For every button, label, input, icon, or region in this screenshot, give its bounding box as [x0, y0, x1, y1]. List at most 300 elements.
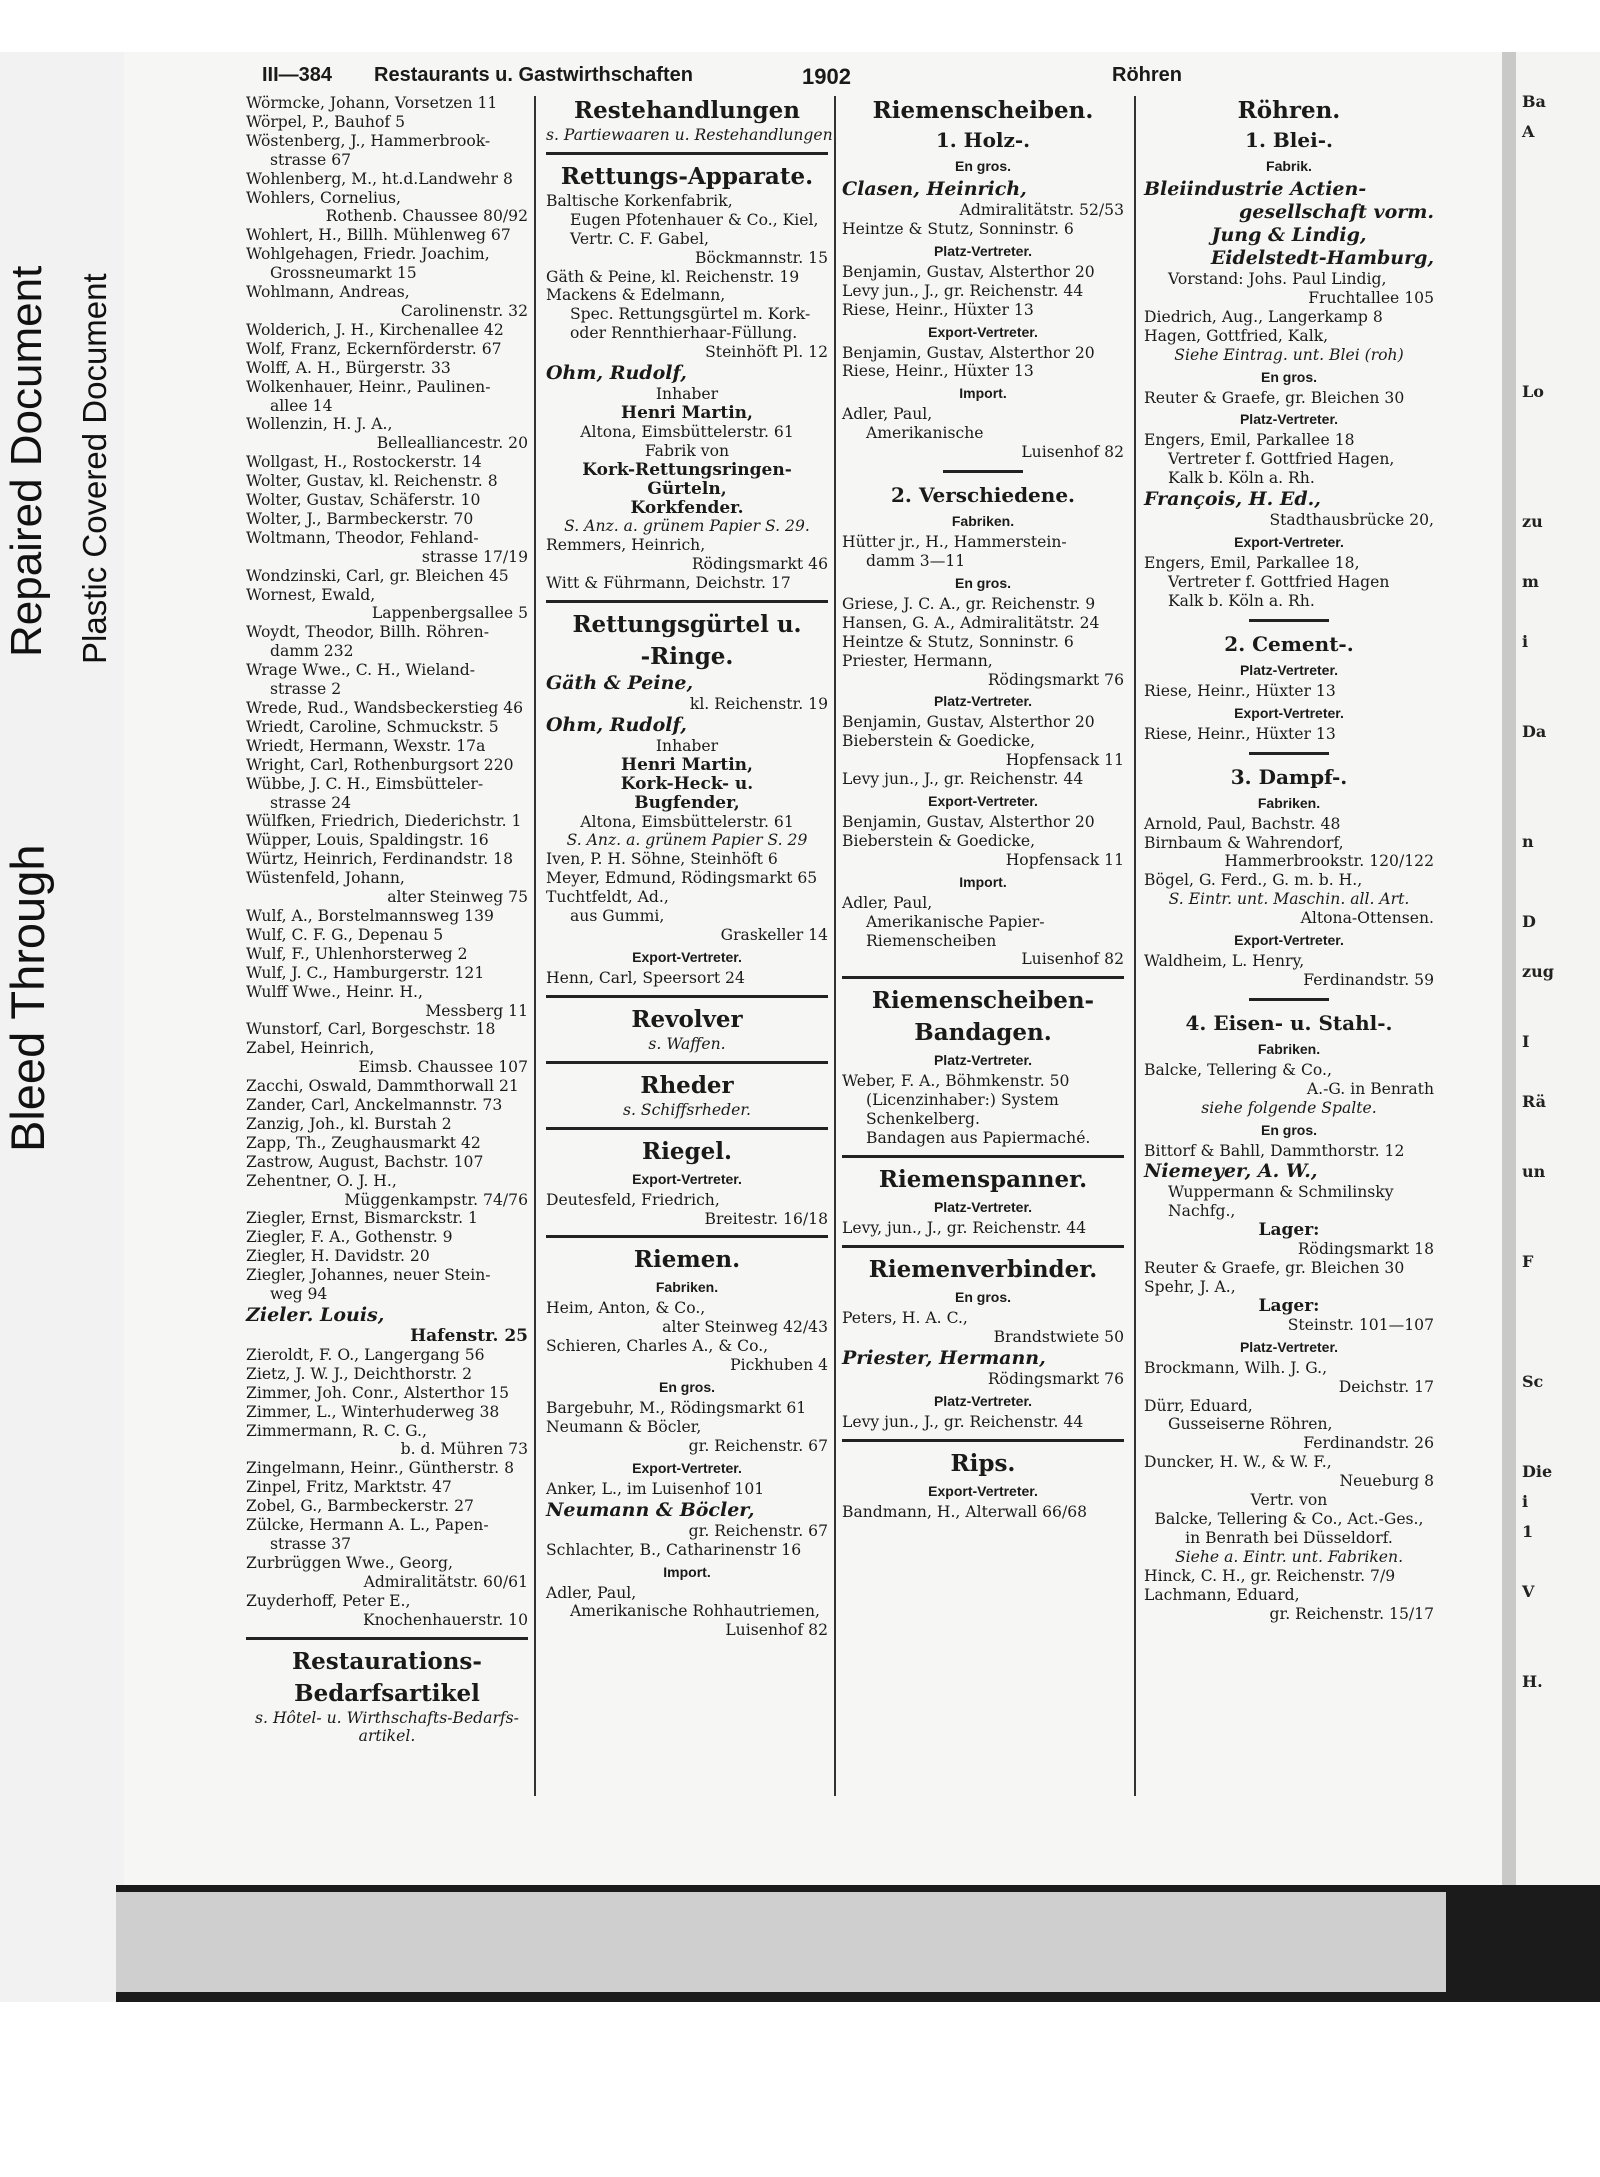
directory-entry: Wolff, A. H., Bürgerstr. 33: [246, 358, 451, 377]
directory-entry: Hütter jr., H., Hammerstein-: [842, 533, 1067, 552]
role-label: Fabriken.: [1257, 1040, 1321, 1057]
directory-entry: Bugfender,: [634, 792, 740, 813]
directory-entry: Eugen Pfotenhauer & Co., Kiel,: [570, 210, 819, 229]
directory-entry: Bögel, G. Ferd., G. m. b. H.,: [1144, 871, 1363, 890]
directory-entry: Gäth & Peine,: [546, 672, 694, 695]
directory-entry: Anker, L., im Luisenhof 101: [546, 1479, 765, 1498]
directory-entry: Vertr. von: [1250, 1491, 1328, 1510]
role-label: Fabrik.: [1266, 158, 1312, 174]
divider: [842, 1439, 1124, 1442]
directory-entry: Arnold, Paul, Bachstr. 48: [1144, 814, 1341, 833]
subcategory-heading: 3. Dampf-.: [1230, 764, 1348, 789]
directory-entry: Reuter & Graefe, gr. Bleichen 30: [1144, 1259, 1405, 1278]
directory-entry: Inhaber: [655, 736, 719, 755]
directory-entry: allee 14: [270, 396, 333, 415]
directory-entry: Levy, jun., J., gr. Reichenstr. 44: [842, 1219, 1087, 1237]
adjacent-page-text: Rä: [1522, 1092, 1547, 1111]
role-label: Export-Vertreter.: [632, 1459, 742, 1476]
directory-entry: Schenkelberg.: [866, 1110, 980, 1129]
directory-entry: Rödingsmarkt 76: [987, 670, 1124, 689]
directory-entry: Vertreter f. Gottfried Hagen,: [1168, 450, 1395, 469]
directory-entry: Wriedt, Caroline, Schmuckstr. 5: [246, 717, 499, 736]
directory-entry: Bandagen aus Papiermaché.: [866, 1129, 1091, 1148]
directory-entry: Fabrik von: [644, 441, 730, 460]
directory-entry: Zimmermann, R. C. G.,: [246, 1421, 427, 1440]
role-label: Platz-Vertreter.: [933, 242, 1033, 259]
directory-entry: Zimmer, L., Winterhuderweg 38: [246, 1402, 500, 1421]
directory-entry: Gürteln,: [647, 478, 727, 499]
cross-reference: S. Eintr. unt. Maschin. all. Art.: [1168, 890, 1410, 909]
directory-entry: Engers, Emil, Parkallee 18,: [1144, 554, 1360, 573]
directory-entry: Stadthausbrücke 20,: [1269, 511, 1434, 530]
directory-entry: Iven, P. H. Söhne, Steinhöft 6: [546, 850, 778, 869]
directory-entry: Steinstr. 101—107: [1287, 1315, 1434, 1334]
directory-entry: Reuter & Graefe, gr. Bleichen 30: [1144, 388, 1405, 407]
directory-entry: Fruchtallee 105: [1308, 288, 1434, 307]
directory-entry: Knochenhauerstr. 10: [363, 1610, 528, 1629]
directory-entry: Balcke, Tellering & Co.,: [1144, 1060, 1332, 1079]
directory-entry: Adler, Paul,: [546, 1583, 637, 1602]
directory-entry: Niemeyer, A. W.,: [1144, 1160, 1318, 1183]
directory-entry: Wollenzin, H. J. A.,: [246, 415, 393, 434]
directory-entry: Wohlenberg, M., ht.d.Landwehr 8: [246, 169, 513, 188]
directory-entry: Benjamin, Gustav, Alsterthor 20: [842, 343, 1095, 362]
directory-entry: Steinhöft Pl. 12: [705, 343, 828, 362]
role-label: Export-Vertreter.: [928, 793, 1038, 810]
directory-entry: Heim, Anton, & Co.,: [546, 1299, 706, 1318]
directory-entry: Hopfensack 11: [1005, 751, 1124, 770]
directory-entry: Riemenscheiben: [866, 931, 997, 950]
directory-entry: Wollgast, H., Rostockerstr. 14: [246, 453, 482, 472]
directory-entry: Wolkenhauer, Heinr., Paulinen-: [246, 377, 491, 396]
directory-entry: Rödingsmarkt 18: [1297, 1240, 1434, 1259]
section-title: Restaurants u. Gastwirthschaften: [374, 64, 693, 86]
column-4: [1144, 94, 1434, 1623]
cross-reference: S. Anz. a. grünem Papier S. 29.: [564, 517, 810, 536]
adjacent-page-text: V: [1522, 1582, 1535, 1601]
directory-entry: Zapp, Th., Zeughausmarkt 42: [246, 1133, 481, 1152]
category-heading: Riemenverbinder.: [868, 1255, 1098, 1283]
directory-entry: Wüpper, Louis, Spaldingstr. 16: [246, 831, 489, 850]
adjacent-page-fragment: [1516, 52, 1600, 1885]
adjacent-page-text: un: [1522, 1162, 1546, 1181]
directory-entry: Wrage Wwe., C. H., Wieland-: [246, 661, 476, 680]
category-heading: Riemenspanner.: [878, 1166, 1088, 1193]
directory-entry: Heintze & Stutz, Sonninstr. 6: [842, 219, 1074, 238]
directory-entry: Henn, Carl, Speersort 24: [546, 968, 745, 987]
directory-entry: Lappenbergsallee 5: [371, 604, 528, 623]
directory-entry: Zietz, J. W. J., Deichthorstr. 2: [246, 1364, 473, 1383]
column-1: [246, 94, 528, 1746]
category-heading: Bandagen.: [914, 1019, 1052, 1047]
directory-entry: Neueburg 8: [1339, 1472, 1434, 1491]
directory-entry: Remmers, Heinrich,: [546, 536, 706, 555]
directory-entry: Ziegler, Ernst, Bismarckstr. 1: [246, 1209, 478, 1228]
directory-entry: in Benrath bei Düsseldorf.: [1185, 1528, 1393, 1547]
directory-entry: Ohm, Rudolf,: [546, 713, 687, 736]
directory-entry: Admiralitätstr. 52/53: [959, 201, 1124, 219]
directory-entry: Hagen, Gottfried, Kalk,: [1144, 326, 1329, 345]
category-heading: Riemenscheiben.: [872, 97, 1094, 124]
directory-entry: Würtz, Heinrich, Ferdinandstr. 18: [246, 850, 514, 869]
scanner-bed-light: [116, 1892, 1446, 1992]
directory-entry: gesellschaft vorm.: [1239, 201, 1434, 223]
directory-entry: alter Steinweg 75: [387, 888, 528, 907]
directory-entry: Bieberstein & Goedicke,: [842, 831, 1036, 850]
category-heading: Rettungsgürtel u.: [572, 611, 802, 639]
directory-entry: Woltmann, Theodor, Fehland-: [246, 528, 479, 547]
directory-entry: Pickhuben 4: [730, 1356, 828, 1375]
directory-entry: Vertr. C. F. Gabel,: [570, 229, 709, 248]
category-heading: -Ringe.: [640, 643, 734, 671]
directory-entry: Rothenb. Chaussee 80/92: [325, 207, 528, 226]
role-label: En gros.: [954, 158, 1011, 174]
plastic-covered-label: Plastic Covered Document: [76, 273, 113, 664]
directory-entry: Hopfensack 11: [1005, 850, 1124, 869]
directory-entry: Breitestr. 16/18: [704, 1209, 828, 1228]
directory-entry: Bleiindustrie Actien-: [1144, 178, 1367, 200]
directory-entry: Schlachter, B., Catharinenstr 16: [546, 1540, 802, 1559]
directory-entry: Zehentner, O. J. H.,: [246, 1171, 397, 1190]
category-heading: Rettungs-Apparate.: [560, 162, 814, 190]
directory-entry: strasse 67: [270, 150, 352, 169]
directory-entry: Bellealliancestr. 20: [376, 434, 528, 453]
directory-entry: Wülfken, Friedrich, Diederichstr. 1: [246, 812, 522, 831]
directory-entry: Spec. Rettungsgürtel m. Kork-: [570, 305, 811, 324]
adjacent-page-text: A: [1522, 122, 1535, 141]
role-label: Fabriken.: [951, 513, 1015, 530]
directory-entry: Admiralitätstr. 60/61: [363, 1572, 528, 1591]
directory-entry: Priester, Hermann,: [842, 651, 993, 670]
directory-entry: Gusseiserne Röhren,: [1168, 1415, 1333, 1434]
directory-entry: Zuyderhoff, Peter E.,: [246, 1591, 411, 1610]
directory-entry: Zobel, G., Barmbeckerstr. 27: [246, 1497, 474, 1516]
directory-entry: weg 94: [270, 1285, 328, 1304]
directory-entry: damm 232: [270, 642, 354, 661]
directory-entry: Meyer, Edmund, Rödingsmarkt 65: [546, 869, 818, 888]
subcategory-heading: 1. Holz-.: [935, 128, 1031, 152]
directory-entry: Zieler. Louis,: [246, 1304, 385, 1326]
directory-entry: Gäth & Peine, kl. Reichenstr. 19: [546, 267, 800, 286]
directory-entry: Wrede, Rud., Wandsbeckerstieg 46: [246, 699, 524, 717]
directory-entry: Luisenhof 82: [725, 1621, 828, 1640]
directory-entry: Altona-Ottensen.: [1300, 909, 1434, 928]
directory-entry: Korkfender.: [630, 497, 744, 518]
directory-entry: Zülcke, Hermann A. L., Papen-: [246, 1516, 489, 1535]
directory-entry: Riese, Heinr., Hüxter 13: [842, 362, 1034, 381]
directory-entry: Deutesfeld, Friedrich,: [546, 1190, 720, 1209]
directory-entry: Mackens & Edelmann,: [546, 286, 726, 305]
directory-entry: Ohm, Rudolf,: [546, 362, 687, 385]
adjacent-page-text: F: [1522, 1252, 1534, 1271]
directory-entry: Luisenhof 82: [1021, 443, 1124, 462]
directory-entry: kl. Reichenstr. 19: [689, 695, 828, 714]
directory-entry: Altona, Eimsbüttelerstr. 61: [580, 812, 794, 831]
category-heading: Riemen.: [633, 1246, 741, 1274]
directory-entry: Benjamin, Gustav, Alsterthor 20: [842, 813, 1095, 832]
role-label: Import.: [959, 385, 1007, 402]
directory-entry: Altona, Eimsbüttelerstr. 61: [580, 422, 794, 441]
divider: [842, 1245, 1124, 1248]
year: 1902: [802, 64, 851, 89]
directory-entry: Zabel, Heinrich,: [246, 1039, 375, 1058]
directory-entry: Witt & Führmann, Deichstr. 17: [546, 574, 791, 593]
directory-entry: gr. Reichenstr. 15/17: [1269, 1604, 1434, 1623]
directory-entry: Zanzig, Joh., kl. Burstah 2: [246, 1114, 452, 1133]
divider: [1249, 998, 1329, 1001]
directory-entry: Peters, H. A. C.,: [842, 1308, 968, 1327]
directory-entry: Dürr, Eduard,: [1144, 1396, 1253, 1415]
directory-entry: Woydt, Theodor, Billh. Röhren-: [246, 623, 489, 642]
directory-entry: Zastrow, August, Bachstr. 107: [246, 1152, 484, 1171]
directory-entry: Adler, Paul,: [842, 405, 933, 424]
adjacent-page-text: Lo: [1522, 382, 1544, 401]
category-heading: Röhren.: [1237, 97, 1341, 124]
subcategory-heading: 2. Verschiedene.: [890, 483, 1076, 508]
role-label: Export-Vertreter.: [632, 1170, 742, 1187]
directory-entry: Wulf, J. C., Hamburgerstr. 121: [246, 963, 485, 982]
directory-entry: Adler, Paul,: [842, 893, 933, 912]
directory-entry: Neumann & Böcler,: [546, 1417, 702, 1436]
directory-entry: Graskeller 14: [720, 926, 828, 944]
column-2: [546, 94, 838, 1640]
subcategory-heading: 1. Blei-.: [1245, 128, 1333, 152]
category-heading: Rheder: [640, 1071, 734, 1099]
directory-entry: oder Rennthierhaar-Füllung.: [570, 324, 798, 343]
directory-entry: Zieroldt, F. O., Langergang 56: [246, 1345, 485, 1364]
directory-entry: Priester, Hermann,: [842, 1346, 1046, 1369]
directory-entry: Levy jun., J., gr. Reichenstr. 44: [842, 1412, 1084, 1431]
directory-entry: Kalk b. Köln a. Rh.: [1168, 469, 1315, 488]
directory-entry: François, H. Ed.,: [1144, 488, 1321, 511]
role-label: Fabriken.: [1257, 794, 1321, 811]
directory-entry: Kork-Heck- u.: [620, 773, 754, 794]
directory-entry: Grossneumarkt 15: [270, 264, 417, 283]
directory-entry: Levy jun., J., gr. Reichenstr. 44: [842, 281, 1084, 300]
directory-entry: Inhaber: [655, 385, 719, 404]
directory-entry: Levy jun., J., gr. Reichenstr. 44: [842, 770, 1084, 789]
role-label: Platz-Vertreter.: [1239, 1338, 1339, 1355]
directory-entry: Ziegler, H. Davidstr. 20: [246, 1247, 430, 1266]
directory-entry: Wriedt, Hermann, Wexstr. 17a: [246, 736, 486, 755]
page-ref: III—384: [262, 64, 333, 86]
directory-entry: Clasen, Heinrich,: [842, 178, 1027, 200]
divider: [842, 976, 1124, 979]
directory-entry: Wohlert, H., Billh. Mühlenweg 67: [246, 226, 511, 245]
adjacent-page-text: Da: [1522, 722, 1547, 741]
directory-entry: Wörpel, P., Bauhof 5: [246, 112, 406, 131]
role-label: Platz-Vertreter.: [1239, 661, 1339, 678]
divider: [546, 995, 828, 998]
directory-entry: Wübbe, J. C. H., Eimsbütteler-: [246, 774, 484, 793]
directory-entry: alter Steinweg 42/43: [662, 1318, 828, 1337]
directory-entry: Spehr, J. A.,: [1144, 1278, 1236, 1296]
directory-entry: Wöstenberg, J., Hammerbrook-: [246, 131, 491, 150]
directory-entry: Ferdinandstr. 26: [1303, 1434, 1434, 1453]
divider: [546, 1235, 828, 1238]
subcategory-heading: 4. Eisen- u. Stahl-.: [1185, 1010, 1393, 1035]
directory-entry: Kork-Rettungsringen-: [582, 459, 792, 480]
role-label: Import.: [663, 1563, 711, 1580]
role-label: Platz-Vertreter.: [1239, 411, 1339, 428]
cross-reference: s. Schiffsrheder.: [622, 1100, 752, 1119]
divider: [842, 1155, 1124, 1158]
column-divider: [834, 96, 836, 1796]
category-heading: Revolver: [631, 1005, 743, 1033]
directory-entry: Henri Martin,: [621, 402, 753, 423]
directory-entry: Zacchi, Oswald, Dammthorwall 21: [246, 1077, 519, 1096]
directory-entry: Eimsb. Chaussee 107: [358, 1058, 528, 1077]
role-label: Export-Vertreter.: [1234, 704, 1344, 721]
directory-entry: Wolter, Gustav, kl. Reichenstr. 8: [246, 472, 498, 491]
page-edge: [1502, 52, 1516, 1885]
directory-entry: Wulf, A., Borstelmannsweg 139: [246, 906, 494, 925]
adjacent-page-text: Sc: [1522, 1372, 1544, 1391]
divider: [1249, 752, 1329, 755]
directory-entry: Vorstand: Johs. Paul Lindig,: [1168, 270, 1387, 288]
role-label: Fabriken.: [655, 1279, 719, 1296]
directory-entry: Brandstwiete 50: [993, 1327, 1124, 1346]
directory-entry: Wulff Wwe., Heinr. H.,: [246, 982, 423, 1001]
directory-entry: Wolderich, J. H., Kirchenallee 42: [246, 320, 504, 339]
directory-entry: Schieren, Charles A., & Co.,: [546, 1337, 769, 1356]
directory-entry: Müggenkampstr. 74/76: [344, 1190, 528, 1209]
directory-entry: Rödingsmarkt 76: [987, 1369, 1124, 1388]
directory-entry: Zander, Carl, Anckelmannstr. 73: [246, 1096, 503, 1115]
cross-reference: siehe folgende Spalte.: [1201, 1098, 1377, 1117]
directory-entry: Benjamin, Gustav, Alsterthor 20: [842, 262, 1095, 281]
directory-entry: Wright, Carl, Rothenburgsort 220: [246, 755, 514, 774]
divider: [1249, 619, 1329, 622]
directory-entry: Jung & Lindig,: [1211, 224, 1367, 246]
directory-entry: Eidelstedt-Hamburg,: [1210, 247, 1434, 269]
directory-entry: Wörmcke, Johann, Vorsetzen 11: [246, 94, 498, 112]
directory-entry: Zinpel, Fritz, Marktstr. 47: [246, 1478, 452, 1497]
directory-entry: Lager:: [1258, 1295, 1320, 1316]
role-label: Platz-Vertreter.: [933, 1199, 1033, 1215]
directory-entry: Neumann & Böcler,: [546, 1498, 755, 1521]
column-divider: [534, 96, 536, 1796]
directory-entry: Luisenhof 82: [1021, 950, 1124, 969]
cross-reference: S. Anz. a. grünem Papier S. 29: [566, 831, 808, 850]
divider: [546, 1061, 828, 1064]
category-heading: Riemenscheiben-: [871, 987, 1095, 1015]
category-heading: Restehandlungen: [573, 97, 800, 124]
directory-entry: Wüstenfeld, Johann,: [246, 869, 405, 888]
cross-reference: artikel.: [358, 1727, 416, 1746]
directory-entry: Böckmannstr. 15: [695, 248, 828, 267]
role-label: Export-Vertreter.: [928, 1482, 1038, 1499]
directory-entry: Wolf, Franz, Eckernförderstr. 67: [246, 339, 502, 358]
directory-entry: Hafenstr. 25: [410, 1326, 528, 1346]
directory-entry: Wolter, J., Barmbeckerstr. 70: [246, 509, 474, 528]
directory-entry: Deichstr. 17: [1338, 1377, 1434, 1396]
directory-entry: Wolter, Gustav, Schäferstr. 10: [246, 491, 481, 510]
directory-entry: Bittorf & Bahll, Dammthorstr. 12: [1144, 1141, 1405, 1160]
role-label: Export-Vertreter.: [1234, 932, 1344, 949]
directory-entry: Messberg 11: [425, 1001, 528, 1020]
directory-entry: strasse 17/19: [421, 547, 528, 566]
category-heading: Bedarfsartikel: [294, 1679, 480, 1707]
directory-entry: Wulf, C. F. G., Depenau 5: [246, 925, 444, 944]
cross-reference: s. Waffen.: [648, 1034, 726, 1053]
bleed-through-label: Bleed Through: [1, 844, 54, 1152]
directory-entry: (Licenzinhaber:) System: [866, 1091, 1059, 1110]
adjacent-page-text: I: [1522, 1032, 1530, 1051]
column-divider: [1134, 96, 1136, 1796]
directory-entry: Hammerbrookstr. 120/122: [1224, 852, 1434, 871]
column-3: [842, 94, 1124, 1521]
directory-entry: Waldheim, L. Henry,: [1144, 952, 1305, 971]
cross-reference: Siehe Eintrag. unt. Blei (roh): [1174, 345, 1404, 364]
divider: [246, 1637, 528, 1640]
cross-reference: s. Hôtel- u. Wirthschafts-Bedarfs-: [255, 1708, 519, 1727]
subcategory-heading: 2. Cement-.: [1224, 631, 1354, 656]
directory-entry: Wohlmann, Andreas,: [246, 283, 410, 302]
directory-entry: Rödingsmarkt 46: [691, 555, 828, 574]
cross-reference: Siehe a. Eintr. unt. Fabriken.: [1174, 1547, 1404, 1566]
directory-entry: Ferdinandstr. 59: [1303, 970, 1434, 989]
role-label: Export-Vertreter.: [1234, 534, 1344, 551]
category-heading: Riegel.: [642, 1137, 732, 1165]
adjacent-page-text: i: [1522, 1492, 1529, 1511]
role-label: En gros.: [658, 1379, 715, 1396]
role-label: Platz-Vertreter.: [933, 1392, 1033, 1409]
directory-entry: Brockmann, Wilh. J. G.,: [1144, 1358, 1328, 1377]
directory-entry: Ziegler, Johannes, neuer Stein-: [246, 1266, 491, 1285]
role-label: En gros.: [1260, 1121, 1317, 1138]
directory-entry: Riese, Heinr., Hüxter 13: [1144, 681, 1336, 700]
adjacent-page-text: Ba: [1522, 92, 1546, 111]
directory-entry: Wohlers, Cornelius,: [246, 188, 402, 207]
directory-entry: Nachfg.,: [1168, 1202, 1236, 1221]
adjacent-page-text: n: [1522, 832, 1534, 851]
directory-entry: Amerikanische Papier-: [866, 912, 1045, 931]
adjacent-page-text: zu: [1522, 512, 1543, 531]
directory-entry: Zurbrüggen Wwe., Georg,: [246, 1553, 453, 1572]
directory-entry: Kalk b. Köln a. Rh.: [1168, 591, 1315, 610]
directory-entry: Amerikanische Rohhautriemen,: [570, 1602, 820, 1621]
directory-entry: Henri Martin,: [621, 754, 753, 775]
adjacent-page-text: m: [1522, 572, 1539, 591]
directory-entry: Wunstorf, Carl, Borgeschstr. 18: [246, 1020, 496, 1039]
adjacent-page-text: Die: [1522, 1462, 1553, 1481]
role-label: Platz-Vertreter.: [933, 693, 1033, 710]
directory-entry: damm 3—11: [866, 551, 966, 570]
adjacent-page-text: H.: [1522, 1672, 1543, 1691]
directory-entry: Wondzinski, Carl, gr. Bleichen 45: [246, 566, 509, 585]
directory-entry: strasse 2: [270, 680, 342, 699]
directory-entry: Baltische Korkenfabrik,: [546, 191, 733, 210]
repaired-document-label: Repaired Document: [2, 265, 51, 657]
directory-entry: Riese, Heinr., Hüxter 13: [842, 300, 1034, 319]
directory-entry: Ziegler, F. A., Gothenstr. 9: [246, 1228, 453, 1247]
directory-entry: Tuchtfeldt, Ad.,: [546, 888, 669, 907]
role-label: En gros.: [954, 574, 1011, 591]
role-label: En gros.: [954, 1288, 1011, 1305]
divider: [943, 470, 1023, 473]
directory-entry: Wulf, F., Uhlenhorsterweg 2: [246, 944, 468, 963]
directory-entry: Weber, F. A., Böhmkenstr. 50: [842, 1072, 1070, 1091]
directory-entry: Heintze & Stutz, Sonninstr. 6: [842, 632, 1074, 651]
divider: [546, 600, 828, 603]
directory-entry: Diedrich, Aug., Langerkamp 8: [1144, 307, 1383, 326]
directory-entry: Lachmann, Eduard,: [1144, 1585, 1300, 1604]
directory-entry: Vertreter f. Gottfried Hagen: [1168, 572, 1390, 591]
category-heading: Rips.: [950, 1449, 1016, 1477]
role-label: Import.: [959, 873, 1007, 890]
directory-entry: Zimmer, Joh. Conr., Alsterthor 15: [246, 1383, 509, 1402]
